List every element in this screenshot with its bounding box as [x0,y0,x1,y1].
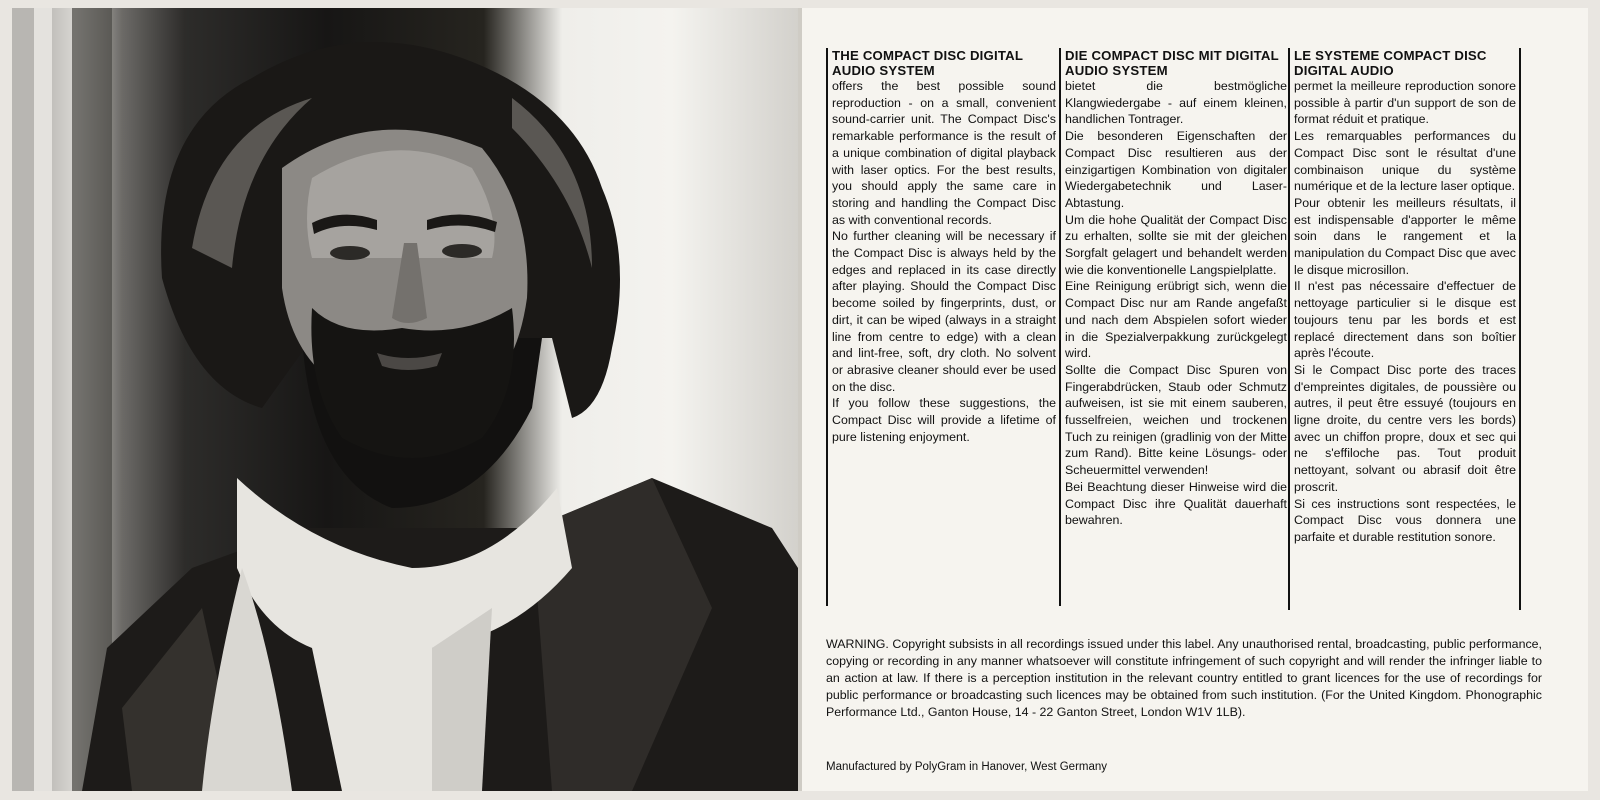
german-paragraph: Um die hohe Qualität der Compact Disc zu erhalten, sollte sie mit der gleichen Sorgfalt gelagert und behandelt werden wie die konventionelle Langspielplatte. [1065,212,1287,277]
german-heading: DIE COMPACT DISC MIT DIGITAL AUDIO SYSTEM [1065,48,1279,78]
english-paragraph: No further cleaning will be necessary if the Compact Disc is always held by the edges and replaced in its case directly after playing. Should the Compact Disc become soiled by fingerprints, dust, or dirt, it can be wiped (always in a straight line from centre to edge) with a clean and lint-free, soft, dry cloth. No solvent or abrasive cleaner should ever be used on the disc. [832,229,1056,394]
english-paragraph: If you follow these suggestions, the Compact Disc will provide a lifetime of pure listening enjoyment. [832,396,1056,444]
french-paragraph: Si ces instructions sont respectées, le Compact Disc vous donnera une parfaite et durable restitution sonore. [1294,496,1516,544]
german-paragraph: bietet die bestmögliche Klangwiedergabe - auf einem kleinen, handlichen Tontrager. [1065,79,1287,127]
french-paragraph: Les remarquables performances du Compact Disc sont le résultat d'une combinaison unique du système numérique et de la lecture laser optique. [1294,129,1516,194]
german-paragraph: Bei Beachtung dieser Hinweise wird die Compact Disc ihre Qualität dauerhaft bewahren. [1065,479,1287,528]
french-column [1288,48,1521,610]
french-paragraph: permet la meilleure reproduction sonore possible à partir d'un support de son de format réduit et pratique. [1294,79,1516,127]
german-paragraph: Sollte die Compact Disc Spuren von Fingerabdrücken, Staub oder Schmutz aufweisen, ist sie mit einem sauberen, fusselfreien, weichen und trockenen Tuch zu reinigen (gradlinig von der Mitte zum Rand). Bitte keine Lösungs- oder Scheuermittel verwenden! [1065,362,1287,478]
english-paragraph: offers the best possible sound reproduction - on a small, convenient sound-carrier unit. The Compact Disc's remarkable performance is the result of a unique combination of digital playback with laser optics. For the best results, you should apply the same care in storing and handling the Compact Disc as with conventional records. [832,79,1056,227]
french-paragraph: Pour obtenir les meilleurs résultats, il est indispensable d'apporter le même soin dans le rangement et la manipulation du Compact Disc que avec le disque microsillon. [1294,195,1516,277]
german-column [1059,48,1287,602]
manufacturer-note: Manufactured by PolyGram in Hanover, West Germany [826,761,1108,773]
text-page [802,8,1588,791]
portrait-illustration [12,8,798,791]
german-paragraph: Die besonderen Eigenschaften der Compact Disc resultieren aus der einzigartigen Kombination von digitaler Wiedergabetechnik und Laser-Abtastung. [1065,129,1287,210]
copyright-warning: WARNING. Copyright subsists in all recordings issued under this label. Any unauthorised rental, broadcasting, public performance, copying or recording in any manner whatsoever will constitute infringement of such copyright and will render the infringer liable to an action at law. If there is a perception institution in the relevant country entitled to grant licences for the use of recordings for public performance or broadcasting such licences may be obtained from such institution. (For the United Kingdom. Phonographic Performance Ltd., Ganton House, 14 - 22 Ganton Street, London W1V 1LB). [826,637,1542,719]
english-heading: THE COMPACT DISC DIGITAL AUDIO SYSTEM [832,48,1023,78]
german-paragraph: Eine Reinigung erübrigt sich, wenn die Compact Disc nur am Rande angefaßt und nach dem Abspielen sofort wieder in die Spezialverpakkung zurückgelegt wird. [1065,279,1287,361]
portrait-photo [12,8,798,791]
french-heading: LE SYSTEME COMPACT DISC DIGITAL AUDIO [1294,48,1487,78]
english-column [826,48,1061,606]
french-paragraph: Il n'est pas nécessaire d'effectuer de nettoyage particulier si le disque est toujours tenu par les bords et est replacé directement dans son boîtier après l'écoute. [1294,279,1516,361]
french-paragraph: Si le Compact Disc porte des traces d'empreintes digitales, de poussière ou autres, il peut être essuyé (toujours en ligne droite, du centre vers les bords) avec un chiffon propre, doux et sec qui ne s'effiloche pas. Tout produit nettoyant, solvant ou abrasif doit être proscrit. [1294,362,1516,494]
